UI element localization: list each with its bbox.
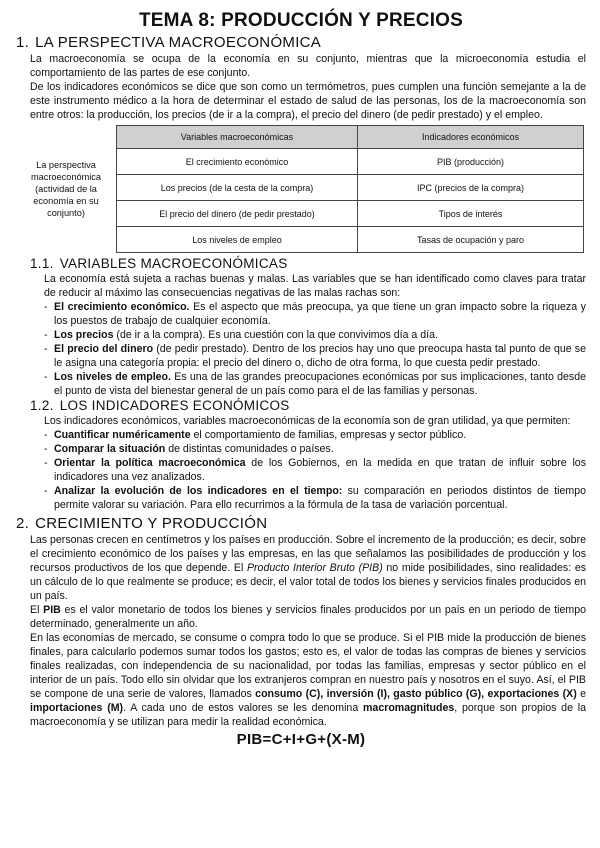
list-item-term: Los niveles de empleo. [54,371,171,383]
table-cell: Tasas de ocupación y paro [358,227,584,253]
list-item [44,484,586,512]
pib-formula: PIB=C+I+G+(X-M) [236,731,366,748]
list-item-term: Analizar la evolución de los indicadores en el tiempo: [54,485,343,497]
text-run: , porque son propios de la macroeconomía y se utilizan para medir la realidad económica. [30,702,587,728]
text-run: e [576,688,586,700]
list-item-term: El precio del dinero [54,343,154,355]
section-title: CRECIMIENTO Y PRODUCCIÓN [35,515,268,532]
text-run-bold: macromagnitudes [363,702,455,714]
paragraph: La macroeconomía se ocupa de la economía en su conjunto, mientras que la microeconomía estudia el comportamiento de las partes de ese conjunto. [30,53,586,79]
section-title: LOS INDICADORES ECONÓMICOS [59,398,290,413]
table-cell: Los niveles de empleo [117,227,358,253]
table-header-cell: Variables macroeconómicas [117,126,358,149]
list-item-text: (de ir a la compra). Es una cuestión con la que convivimos día a día. [113,329,438,341]
list-item-term: Orientar la política macroeconómica [54,457,246,469]
paragraph [16,533,586,603]
text-run: Las personas crecen en centímetros y los países en producción. Sobre el incremento de la producción; es decir, sobre el crecimiento económico de los países y las empresas, en las que señalamos las posibilidades de producción y los recursos productivos de los que depende. El [30,534,586,574]
text-run-italic: Producto Interior Bruto (PIB) [246,562,383,574]
text-run-bold: importaciones (M) [30,702,124,714]
table-cell: IPC (precios de la compra) [358,175,584,201]
subsection-1-2-heading [16,398,586,414]
table-cell: Los precios (de la cesta de la compra) [117,175,358,201]
list-item-text: Es una de las grandes preocupaciones económicas por sus implicaciones, tanto desde el punto de vista del bienestar general de un país como para el de las familias y personas. [54,371,587,397]
section-title: LA PERSPECTIVA MACROECONÓMICA [35,34,322,51]
list-item [44,442,586,456]
list-item-text: Es el aspecto que más preocupa, ya que tiene un gran impacto sobre la riqueza y los puestos de trabajo de cualquier economía. [54,301,586,327]
table-cell: PIB (producción) [358,149,584,175]
list-item-text: el comportamiento de familias, empresas y sector público. [190,429,467,441]
section-number: 1. [16,34,30,51]
list-item-text: su comparación en periodos distintos de tiempo permite valorar su variación. Para ello recurrimos a la fórmula de la tasa de variación porcentual. [54,485,586,511]
table-cell: El crecimiento económico [117,149,358,175]
section-title: VARIABLES MACROECONÓMICAS [59,256,288,271]
text-run: . A cada uno de estos valores se les denomina [123,702,364,714]
paragraph: La economía está sujeta a rachas buenas y malas. Las variables que se han identificado como claves para tratar de reducir al máximo las consecuencias negativas de las malas rachas son: [44,273,586,299]
text-run: es el valor monetario de todos los bienes y servicios finales producidos por un país en un periodo de tiempo determinado, generalmente un año. [30,604,586,630]
text-run-bold: PIB [43,604,61,616]
section-number: 2. [16,515,30,532]
table-side-label: La perspectiva macroeconómica (actividad de la economía en su conjunto) [16,126,117,253]
subsection-1-1-heading [16,256,586,272]
table-cell: El precio del dinero (de pedir prestado) [117,201,358,227]
indicators-table [16,125,584,253]
paragraph [16,631,586,729]
paragraph [16,603,586,631]
text-run: En las economías de mercado, se consume o compra todo lo que se produce. Si el PIB mide la producción de bienes finales, para calcularlo podemos sumar todos los gastos; esto es, el valor de todas las compras de bienes y servicios finales realizadas, con independencia de su nacionalidad, por todas las familias, empresas y sector público en el interior de un país. Todo ello sin olvidar que los extranjeros compran en nuestro país y nosotros en el suyo. Así, el PIB se compone de una serie de valores, llamados [30,632,586,700]
list-item [44,300,586,328]
text-run: El [30,604,44,616]
list-item-text: de los Gobiernos, en la medida en que tratan de influir sobre los indicadores una vez analizados. [54,457,586,483]
list-item-term: Los precios [54,329,114,341]
section-1-heading [16,34,586,52]
list-item-text: de distintas comunidades o países. [165,443,334,455]
text-run-bold: consumo (C), inversión (I), gasto público (G), exportaciones (X) [255,688,577,700]
table-cell: Tipos de interés [358,201,584,227]
list-item [44,428,586,442]
table-header-cell: Indicadores económicos [358,126,584,149]
list-item-text: (de pedir prestado). Dentro de los precios hay uno que preocupa hasta tal punto de que se le asigna una categoría propia: el precio del dinero o, dicho de otra forma, lo que cuesta pedir prestado. [54,343,587,369]
paragraph: De los indicadores económicos se dice que son como un termómetros, pues cumplen una función semejante a la de este instrumento médico a la hora de determinar el estado de salud de las personas, los de la macroeconomía son entre otros: la producción, los precios (de ir a la compra), el precio del dinero (de pedir prestado) y el empleo. [30,81,586,121]
section-number: 1.1. [30,256,54,271]
indicators-uses-list [16,428,586,512]
variables-list [16,300,586,398]
paragraph: Los indicadores económicos, variables macroeconómicas de la economía son de gran utilidad, ya que permiten: [44,415,571,427]
list-item [44,342,586,370]
list-item-term: Comparar la situación [54,443,166,455]
section-number: 1.2. [30,398,54,413]
page-title: TEMA 8: PRODUCCIÓN Y PRECIOS [138,10,464,31]
list-item [44,370,586,398]
list-item-term: El crecimiento económico. [54,301,190,313]
list-item [44,456,586,484]
list-item [44,328,586,342]
text-run: no mide posibilidades, sino realidades: es un cálculo de lo que realmente se produce; es decir, el valor total de todos los bienes y servicios finales producidos en un país. [30,562,587,602]
list-item-term: Cuantificar numéricamente [54,429,191,441]
section-2-heading [16,515,586,533]
